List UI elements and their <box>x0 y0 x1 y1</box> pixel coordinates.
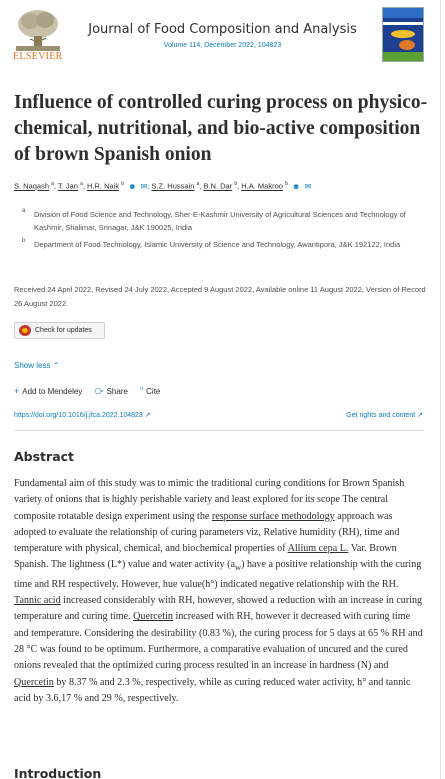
author-link[interactable]: T. Jan <box>57 181 78 191</box>
cite-label: Cite <box>146 387 161 396</box>
abstract-heading: Abstract <box>14 449 75 464</box>
journal-cover-image[interactable] <box>382 7 424 62</box>
author-link[interactable]: H.A. Makroo <box>241 181 283 191</box>
chevron-up-icon: ⌃ <box>52 361 60 370</box>
plus-icon: + <box>14 386 20 396</box>
affil-marker[interactable]: a <box>196 181 200 187</box>
abstract-segment: Var. Brown Spanish. The lightness (L*) value and water activity (a <box>14 543 397 571</box>
show-less-label: Show less <box>14 361 51 370</box>
affil-marker[interactable]: b <box>234 181 238 187</box>
affil-marker[interactable]: a <box>51 181 54 187</box>
add-to-mendeley-button[interactable] <box>14 387 82 396</box>
author-link[interactable]: S. Naqash <box>14 181 50 191</box>
side-panel-edge <box>440 0 445 779</box>
author-link[interactable]: H.R. Naik <box>87 181 120 191</box>
show-less-toggle[interactable] <box>14 361 59 370</box>
author-separator: , <box>82 181 88 191</box>
abstract-segment: approach was adopted to evaluate the relationship of curing parameters viz, Relative humidity (RH), time and temperature with physical, chemical, and biochemical properties of <box>14 510 400 555</box>
author-link[interactable]: B.N. Dar <box>203 181 233 191</box>
affil-marker[interactable]: b <box>285 181 288 187</box>
abstract-segment: increased considerably with RH, however, showed a reduction with an increase in curing temperature and curing time. <box>14 595 423 623</box>
topic-link[interactable]: Quercetin <box>14 676 54 688</box>
mail-icon[interactable]: ✉ <box>140 182 148 192</box>
share-icon: ⧂ <box>94 386 104 396</box>
topic-link[interactable]: response surface methodology <box>211 510 335 522</box>
elsevier-wordmark: ELSEVIER <box>13 51 63 62</box>
author-link[interactable]: S.Z. Hussain <box>151 181 195 191</box>
abstract-segment: by 8.37 % and 2.3 %, respectively, while as curing reduced water activity, h° and tannic acid by 3.6,17 % and 29 %, respectively. <box>14 676 411 704</box>
mail-icon[interactable]: ✉ <box>304 182 312 192</box>
abstract-segment: increased with RH, however it decreased with curing time and temperature. Considering the desirability (0.83 %), the curing process for 5 days at 65 % RH and 28 °C was found to be optimum. Furthermore, a comparative evaluation of uncured and the cured onions revealed that the optimized curing process resulted in an increase in hardness (N) and <box>14 611 423 672</box>
affil-marker[interactable]: b <box>121 181 124 187</box>
abstract-segment: ) have a positive relationship with the curing time and RH respectively. However, hue value(h°) indicated negative relationship with the RH. <box>14 559 422 590</box>
journal-header <box>0 0 445 74</box>
affiliation-b <box>22 238 414 251</box>
rights-text: Get rights and content <box>346 412 416 419</box>
affil-text: Department of Food Technology, Islamic University of Science and Technology, Awantipora, J&K 192122, India <box>34 240 401 249</box>
external-link-icon: ↗ <box>144 412 151 419</box>
author-separator: , <box>199 181 204 191</box>
check-for-updates-label: Check for updates <box>35 327 92 334</box>
affiliation-a <box>22 208 414 234</box>
affil-label: b <box>22 238 26 244</box>
introduction-heading: Introduction <box>14 766 102 779</box>
crossmark-icon <box>19 325 31 336</box>
author-separator: , <box>53 181 58 191</box>
check-for-updates-button[interactable] <box>14 322 105 339</box>
journal-title[interactable]: Journal of Food Composition and Analysis <box>88 22 357 37</box>
author-separator: , <box>237 181 242 191</box>
article-title: Influence of controlled curing process on physico-chemical, nutritional, and bio-active composition of brown Spanish onion <box>14 92 428 165</box>
share-label: Share <box>106 387 128 396</box>
affil-label: a <box>22 208 26 214</box>
publication-history: Received 24 April 2022, Revised 24 July 2022, Accepted 9 August 2022, Available online 11 August 2022, Version of Record 26 August 2022. <box>14 285 426 308</box>
topic-link[interactable]: Tannic acid <box>14 595 61 607</box>
journal-volume-link[interactable]: Volume 114, December 2022, 104823 <box>163 42 282 49</box>
quote-icon: ” <box>140 386 144 396</box>
person-icon[interactable]: ☻ <box>128 182 137 192</box>
rights-link[interactable] <box>346 411 423 419</box>
author-list: S. Naqash $^a$, T. Jan $^a$, H.R. Naik $^b$ ☻ ✉, S.Z. Hussain $^a$, B.N. Dar $^b$, H.A. Makroo $^b$ ☻ ✉ <box>14 181 312 192</box>
doi-text: https://doi.org/10.1016/j.jfca.2022.104823 <box>14 412 143 419</box>
affil-text: Division of Food Science and Technology, Sher-E-Kashmir University of Agricultural Sciences and Technology of Kashmir, Shalimar, Srinagar, J&K 190025, India <box>34 210 406 232</box>
abstract-segment: Fundamental aim of this study was to mimic the traditional curing conditions for Brown Spanish variety of onions that is highly perishable variety and least explored for its scope The central composite rotatable design experiment using the <box>14 478 405 522</box>
doi-link[interactable] <box>14 411 151 419</box>
topic-link[interactable]: Allium cepa L. <box>287 543 349 555</box>
external-link-icon: ↗ <box>417 412 423 419</box>
affil-marker[interactable]: a <box>80 181 83 187</box>
cite-button[interactable] <box>140 387 160 396</box>
abstract-text <box>14 476 426 707</box>
article-tools <box>14 386 170 397</box>
add-to-mendeley-label: Add to Mendeley <box>22 387 83 396</box>
topic-link[interactable]: Quercetin <box>133 611 173 623</box>
person-icon[interactable]: ☻ <box>291 182 301 192</box>
section-divider <box>14 430 424 431</box>
subscript: w <box>234 563 242 573</box>
share-button[interactable] <box>95 387 128 396</box>
